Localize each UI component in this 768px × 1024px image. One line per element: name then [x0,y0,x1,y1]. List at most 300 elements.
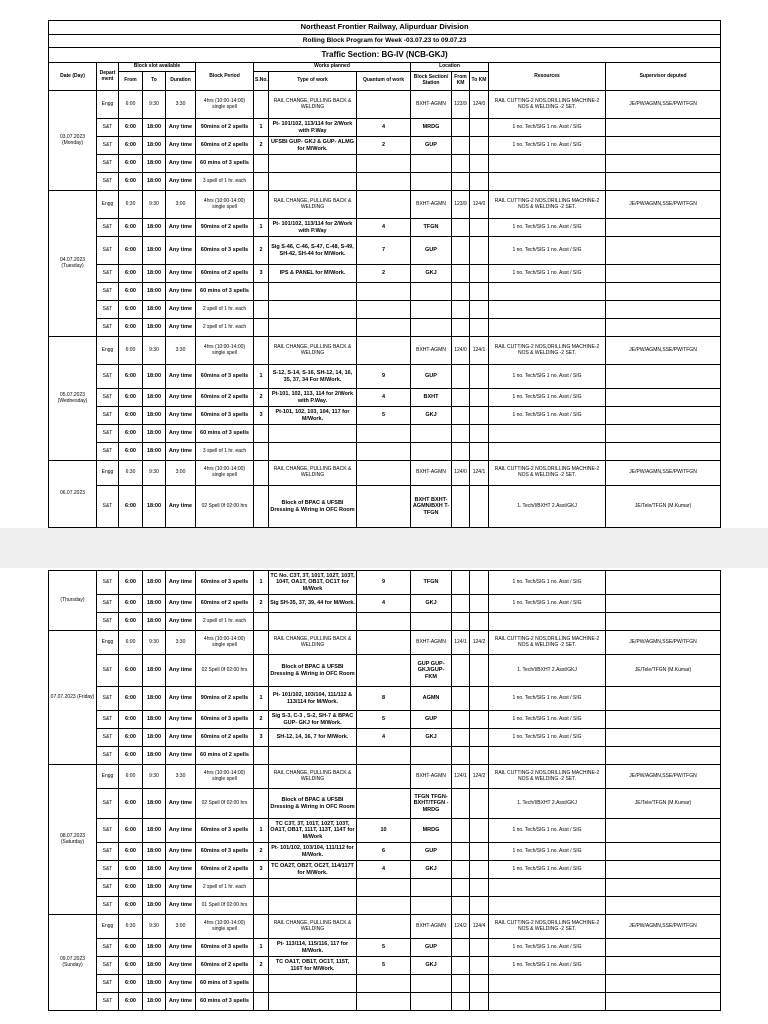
from-km-cell [452,687,470,711]
quantum-cell: 2 [357,137,411,155]
sno-cell [254,975,269,993]
resources-cell: 1 no. Tech/SIG 1 no. Asst / SIG [489,237,606,265]
to-km-cell [470,173,489,191]
type-of-work-cell: RAIL CHANGE, PULLING BACK & WELDING [269,765,357,789]
sno-cell: 2 [254,237,269,265]
department-cell: S&T [97,939,119,957]
from-time-cell: 6:00 [119,861,143,879]
from-time-cell: 6:00 [119,993,143,1011]
type-of-work-cell: RAIL CHANGE, PULLING BACK & WELDING [269,91,357,119]
to-km-cell [470,861,489,879]
block-period-cell: 4hrs (10:00-14:00) single spell [196,631,254,655]
to-time-cell: 18:00 [143,137,166,155]
block-period-cell: 60mins of 2 spells [196,265,254,283]
department-cell: S&T [97,365,119,389]
from-time-cell: 6:00 [119,613,143,631]
to-time-cell: 9:30 [143,91,166,119]
supervisor-cell: JE/PW/AGMN,SSE/PW/TFGN [606,765,721,789]
duration-cell: 3:30 [166,91,196,119]
from-km-cell [452,443,470,461]
department-cell: S&T [97,425,119,443]
sno-cell [254,283,269,301]
from-time-cell: 6:00 [119,843,143,861]
table-row [49,191,721,219]
station-cell [411,283,452,301]
type-of-work-cell [269,319,357,337]
supervisor-cell [606,747,721,765]
duration-cell: Any time [166,655,196,687]
department-cell: S&T [97,443,119,461]
to-km-cell [470,486,489,528]
to-time-cell: 18:00 [143,897,166,915]
duration-cell: Any time [166,365,196,389]
station-cell [411,897,452,915]
from-time-cell: 6:00 [119,789,143,819]
block-period-cell: 4hrs (10:00-14:00) single spell [196,191,254,219]
station-cell: GKJ [411,861,452,879]
from-time-cell: 6:00 [119,655,143,687]
to-time-cell: 18:00 [143,595,166,613]
to-time-cell: 18:00 [143,173,166,191]
station-cell [411,319,452,337]
table-row [49,711,721,729]
resources-cell: 1 no. Tech/SIG 1 no. Asst / SIG [489,939,606,957]
resources-cell [489,173,606,191]
block-period-cell: 2 spell of 1 hr. each [196,301,254,319]
document-page-1 [48,20,720,528]
to-time-cell: 18:00 [143,861,166,879]
col-location: Location [411,63,489,72]
to-km-cell: 124/0 [470,191,489,219]
to-km-cell [470,747,489,765]
block-program-table-page-1 [48,20,721,528]
station-cell: BXHT-AGMN [411,631,452,655]
table-row [49,613,721,631]
from-km-cell [452,237,470,265]
sno-cell [254,461,269,486]
table-body-page-2 [49,571,721,1011]
duration-cell: Any time [166,137,196,155]
resources-cell [489,613,606,631]
block-period-cell: 60mins of 2 spells [196,957,254,975]
station-cell [411,173,452,191]
table-row [49,319,721,337]
type-of-work-cell: Block of BPAC & UFSBI Dressing & Wiring in OFC Room [269,789,357,819]
to-km-cell [470,613,489,631]
department-cell: S&T [97,843,119,861]
supervisor-cell [606,879,721,897]
supervisor-cell [606,237,721,265]
station-cell: TFGN TFGN- BXHT/TFGN -MRDG [411,789,452,819]
to-km-cell [470,993,489,1011]
supervisor-cell [606,265,721,283]
col-supervisor: Supervisor deputed [606,63,721,91]
sno-cell [254,993,269,1011]
to-km-cell [470,957,489,975]
sno-cell [254,173,269,191]
table-row [49,897,721,915]
sno-cell: 2 [254,957,269,975]
supervisor-cell [606,843,721,861]
from-time-cell: 6:00 [119,425,143,443]
duration-cell: Any time [166,687,196,711]
from-time-cell: 6:00 [119,283,143,301]
department-cell: S&T [97,173,119,191]
col-station: Block Section/ Station [411,72,452,91]
quantum-cell: 9 [357,571,411,595]
table-row [49,389,721,407]
type-of-work-cell: RAIL CHANGE, PULLING BACK & WELDING [269,337,357,365]
department-cell: S&T [97,975,119,993]
type-of-work-cell: Block of BPAC & UFSBI Dressing & Wiring in OFC Room [269,486,357,528]
from-time-cell: 6:00 [119,219,143,237]
date-cell: 09.07.2023 (Sunday) [49,915,97,1011]
resources-cell [489,301,606,319]
from-km-cell [452,747,470,765]
department-cell: S&T [97,283,119,301]
from-time-cell: 6:00 [119,265,143,283]
from-km-cell [452,571,470,595]
resources-cell [489,319,606,337]
duration-cell: Any time [166,443,196,461]
table-row [49,879,721,897]
sno-cell [254,613,269,631]
table-body-page-1 [49,91,721,528]
resources-cell: 1 no. Tech/SIG 1 no. Asst / SIG [489,729,606,747]
to-km-cell [470,655,489,687]
station-cell: GKJ [411,957,452,975]
col-duration: Duration [166,72,196,91]
block-period-cell: 60 mins of 2 spells [196,747,254,765]
to-km-cell [470,265,489,283]
supervisor-cell: JE/PW/AGMN,SSE/PW/TFGN [606,91,721,119]
duration-cell: Any time [166,571,196,595]
duration-cell: 3:00 [166,915,196,939]
quantum-cell [357,461,411,486]
type-of-work-cell: TC C3T, 3T, 101T, 102T, 103T, OA1T, OB1T, 111T, 113T, 114T for M/Work [269,819,357,843]
to-km-cell: 124/4 [470,915,489,939]
type-of-work-cell: RAIL CHANGE, PULLING BACK & WELDING [269,191,357,219]
block-period-cell: 4hrs (10:00-14:00) single spell [196,461,254,486]
date-cell: (Thursday) [49,571,97,631]
to-km-cell [470,939,489,957]
from-km-cell: 124/0 [452,461,470,486]
station-cell: BXHT-AGMN [411,337,452,365]
supervisor-cell [606,365,721,389]
department-cell: S&T [97,897,119,915]
department-cell: S&T [97,729,119,747]
duration-cell: 3:30 [166,337,196,365]
station-cell [411,975,452,993]
to-time-cell: 18:00 [143,993,166,1011]
station-cell: GUP [411,939,452,957]
station-cell: GKJ [411,729,452,747]
from-time-cell: 6:30 [119,191,143,219]
station-cell: BXHT-AGMN [411,461,452,486]
table-row [49,687,721,711]
from-time-cell: 6:00 [119,119,143,137]
resources-cell: RAIL CUTTING-2 NOS,DRILLING MACHINE-2 NOS & WELDING -2 SET. [489,91,606,119]
department-cell: S&T [97,237,119,265]
block-period-cell: 60mins of 3 spells [196,571,254,595]
type-of-work-cell: RAIL CHANGE, PULLING BACK & WELDING [269,461,357,486]
table-row [49,957,721,975]
from-km-cell [452,939,470,957]
to-km-cell [470,119,489,137]
to-km-cell [470,219,489,237]
station-cell: BXHT BXHT- AGMN/BXH T-TFGN [411,486,452,528]
duration-cell: Any time [166,729,196,747]
resources-cell: 1 no. Tech/SIG 1 no. Asst / SIG [489,389,606,407]
from-km-cell [452,425,470,443]
to-time-cell: 9:30 [143,915,166,939]
quantum-cell [357,915,411,939]
col-from-km: From KM [452,72,470,91]
duration-cell: Any time [166,843,196,861]
from-time-cell: 6:00 [119,729,143,747]
sno-cell: 3 [254,265,269,283]
to-km-cell [470,155,489,173]
from-time-cell: 6:00 [119,595,143,613]
resources-cell [489,443,606,461]
supervisor-cell [606,119,721,137]
table-row [49,155,721,173]
department-cell: Engg [97,915,119,939]
block-period-cell: 60mins of 3 spells [196,407,254,425]
block-period-cell: 60 mins of 3 spells [196,975,254,993]
department-cell: S&T [97,155,119,173]
resources-cell: 1 no. Tech/SIG 1 no. Asst / SIG [489,571,606,595]
block-period-cell: 60mins of 3 spells [196,939,254,957]
type-of-work-cell [269,425,357,443]
table-row [49,861,721,879]
to-km-cell [470,819,489,843]
col-to: To [143,72,166,91]
to-time-cell: 18:00 [143,571,166,595]
duration-cell: Any time [166,789,196,819]
to-time-cell: 9:30 [143,631,166,655]
table-row [49,993,721,1011]
to-time-cell: 9:30 [143,337,166,365]
supervisor-cell [606,595,721,613]
date-cell: 08.07.2023 (Saturday) [49,765,97,915]
duration-cell: 3:30 [166,765,196,789]
supervisor-cell [606,407,721,425]
quantum-cell: 4 [357,119,411,137]
from-km-cell [452,975,470,993]
quantum-cell [357,337,411,365]
block-period-cell: 60mins of 3 spells [196,819,254,843]
table-row [49,283,721,301]
quantum-cell: 5 [357,407,411,425]
sno-cell [254,915,269,939]
quantum-cell [357,173,411,191]
col-to-km: To KM [470,72,489,91]
sno-cell [254,301,269,319]
block-period-cell: 60 mins of 3 spells [196,283,254,301]
department-cell: S&T [97,486,119,528]
table-row [49,237,721,265]
duration-cell: Any time [166,425,196,443]
supervisor-cell [606,957,721,975]
table-row [49,91,721,119]
to-time-cell: 18:00 [143,237,166,265]
sno-cell: 2 [254,595,269,613]
supervisor-cell [606,613,721,631]
department-cell: Engg [97,765,119,789]
date-cell: 07.07.2023 (Friday) [49,631,97,765]
to-time-cell: 18:00 [143,939,166,957]
sno-cell: 1 [254,571,269,595]
block-period-cell: 90mins of 2 spells [196,119,254,137]
from-time-cell: 6:30 [119,461,143,486]
to-time-cell: 18:00 [143,957,166,975]
from-km-cell: 124/0 [452,337,470,365]
from-time-cell: 6:00 [119,486,143,528]
from-km-cell [452,729,470,747]
to-time-cell: 9:30 [143,765,166,789]
department-cell: S&T [97,957,119,975]
department-cell: S&T [97,613,119,631]
sno-cell: 2 [254,843,269,861]
resources-cell: RAIL CUTTING-2 NOS,DRILLING MACHINE-2 NOS & WELDING -2 SET. [489,915,606,939]
to-time-cell: 18:00 [143,301,166,319]
table-row [49,975,721,993]
from-km-cell: 124/1 [452,631,470,655]
block-period-cell: 60mins of 3 spells [196,711,254,729]
quantum-cell [357,443,411,461]
to-km-cell: 124/2 [470,765,489,789]
station-cell [411,301,452,319]
resources-cell: 1 no. Tech/SIG 1 no. Asst / SIG [489,711,606,729]
resources-cell: RAIL CUTTING-2 NOS,DRILLING MACHINE-2 NOS & WELDING -2 SET. [489,191,606,219]
station-cell [411,155,452,173]
station-cell: TFGN [411,219,452,237]
station-cell: MRDG [411,819,452,843]
to-km-cell [470,843,489,861]
col-works-planned: Works planned [254,63,411,72]
sno-cell [254,425,269,443]
to-time-cell: 18:00 [143,407,166,425]
type-of-work-cell: TC OA2T, OB2T, OC2T, 114/117T for M/Work. [269,861,357,879]
department-cell: S&T [97,219,119,237]
quantum-cell [357,283,411,301]
quantum-cell: 5 [357,939,411,957]
from-time-cell: 6:00 [119,957,143,975]
station-cell: GUP [411,237,452,265]
station-cell: GUP [411,843,452,861]
from-time-cell: 6:00 [119,407,143,425]
to-km-cell: 124/1 [470,337,489,365]
supervisor-cell [606,819,721,843]
department-cell: S&T [97,137,119,155]
sno-cell: 1 [254,365,269,389]
resources-cell: 1. Tech/I/BXHT 2.Asst/GKJ [489,486,606,528]
resources-cell: 1 no. Tech/SIG 1 no. Asst / SIG [489,365,606,389]
from-time-cell: 6:00 [119,897,143,915]
resources-cell: RAIL CUTTING-2 NOS,DRILLING MACHINE-2 NOS & WELDING -2 SET. [489,765,606,789]
block-period-cell: 60mins of 2 spells [196,389,254,407]
resources-cell: RAIL CUTTING-2 NOS,DRILLING MACHINE-2 NOS & WELDING -2 SET. [489,461,606,486]
type-of-work-cell: TC No. C3T, 3T, 101T, 102T, 103T, 104T, OA1T, OB1T, OC1T for M/Work [269,571,357,595]
to-time-cell: 9:30 [143,191,166,219]
from-time-cell: 6:00 [119,975,143,993]
type-of-work-cell: Pt- 113/114, 115/116, 117 for M/Work. [269,939,357,957]
sno-cell [254,191,269,219]
col-from: From [119,72,143,91]
type-of-work-cell: Sig SH-35, 37, 39, 44 for M/Work. [269,595,357,613]
block-period-cell: 60 mins of 3 spells [196,155,254,173]
from-km-cell [452,265,470,283]
table-row [49,843,721,861]
date-cell: 06.07.2023 [49,461,97,528]
from-time-cell: 6:00 [119,155,143,173]
type-of-work-cell [269,879,357,897]
type-of-work-cell: RAIL CHANGE, PULLING BACK & WELDING [269,631,357,655]
block-period-cell: 60mins of 3 spells [196,237,254,265]
quantum-cell: 2 [357,265,411,283]
block-period-cell: 2 spell of 1 hr. each [196,319,254,337]
duration-cell: Any time [166,861,196,879]
quantum-cell: 4 [357,729,411,747]
supervisor-cell [606,729,721,747]
resources-cell [489,879,606,897]
from-time-cell: 6:00 [119,337,143,365]
from-time-cell: 6:00 [119,389,143,407]
col-block-slot: Block slot available [119,63,196,72]
sno-cell: 3 [254,729,269,747]
type-of-work-cell [269,155,357,173]
resources-cell: 1 no. Tech/SIG 1 no. Asst / SIG [489,819,606,843]
from-km-cell [452,137,470,155]
to-km-cell [470,897,489,915]
from-time-cell: 6:00 [119,137,143,155]
to-km-cell [470,389,489,407]
table-row [49,789,721,819]
col-type-of-work: Type of work [269,72,357,91]
type-of-work-cell: Pt- 101/102, 113/114 for 2/Work with P.Way [269,219,357,237]
type-of-work-cell: TC OA1T, OB1T, OC1T, 115T, 116T for M/Work. [269,957,357,975]
to-km-cell [470,137,489,155]
sno-cell: 1 [254,819,269,843]
department-cell: S&T [97,819,119,843]
document-page-2 [48,570,720,1011]
block-period-cell: 2 spell of 1 hr. each [196,613,254,631]
type-of-work-cell: SH-12, 14, 16, 7 for M/Work. [269,729,357,747]
quantum-cell [357,789,411,819]
station-cell [411,443,452,461]
duration-cell: 3:00 [166,461,196,486]
resources-cell: 1 no. Tech/SIG 1 no. Asst / SIG [489,219,606,237]
table-row [49,486,721,528]
to-time-cell: 18:00 [143,219,166,237]
type-of-work-cell [269,747,357,765]
station-cell: GKJ [411,595,452,613]
supervisor-cell [606,425,721,443]
type-of-work-cell: Pt-101, 102, 103, 104, 117 for M/Work. [269,407,357,425]
to-km-cell [470,571,489,595]
table-row [49,365,721,389]
from-time-cell: 6:00 [119,939,143,957]
station-cell [411,425,452,443]
duration-cell: Any time [166,155,196,173]
from-km-cell [452,119,470,137]
block-period-cell: 60mins of 3 spells [196,843,254,861]
department-cell: S&T [97,571,119,595]
to-time-cell: 18:00 [143,729,166,747]
resources-cell: 1 no. Tech/SIG 1 no. Asst / SIG [489,119,606,137]
from-time-cell: 6:00 [119,687,143,711]
